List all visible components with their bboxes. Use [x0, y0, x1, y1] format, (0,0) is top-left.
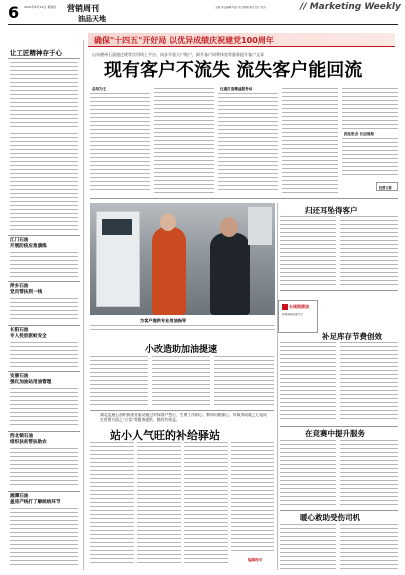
customer-head — [220, 217, 238, 237]
body-text — [137, 442, 181, 566]
date-line: 2021年8月19日 星期四 — [24, 5, 57, 9]
body-text — [10, 448, 78, 488]
body-text — [10, 133, 78, 233]
masthead-rule — [8, 24, 398, 25]
divider — [8, 431, 80, 432]
main-body — [90, 86, 398, 196]
photo-caption: 为客户提供专业用油指导 — [140, 318, 187, 323]
product-logo-sub: 润滑油新品推介会 — [282, 313, 303, 316]
photo — [90, 203, 275, 315]
main-subhead: 注重打造精益服务站 — [220, 87, 253, 91]
divider — [8, 58, 80, 59]
body-text — [340, 342, 398, 422]
paper-name: 营销周刊 — [67, 4, 99, 13]
page-number: 6 — [8, 3, 20, 22]
left-column-header: 让工匠精神存于心 — [10, 49, 62, 57]
divider — [8, 235, 80, 236]
right-headline: 归还耳坠得客户 — [305, 206, 358, 215]
main-subhead: 总结为王 — [92, 87, 107, 91]
body-text — [184, 442, 228, 566]
body-text — [231, 442, 274, 554]
center-headline-b: 站小人气旺的补给驿站 — [110, 429, 220, 442]
right-headline: 在竞赛中提升服务 — [305, 429, 365, 438]
body-text — [280, 216, 336, 286]
divider — [90, 198, 398, 199]
left-item-title: 长阳石油 专人投放驱蚊安全 — [10, 328, 47, 339]
body-text — [10, 508, 78, 566]
left-column — [8, 40, 80, 570]
body-text — [90, 325, 275, 333]
main-headline: 现有客户不流失 流失客户能回流 — [104, 60, 363, 81]
right-headline: 补足库存节费创效 — [322, 332, 382, 341]
left-item-title: 安康石油 强化加油站用油管理 — [10, 374, 52, 385]
body-text — [90, 356, 148, 408]
divider — [8, 371, 80, 372]
left-item-title: 湘潭石油 盖房产线打了解统统环节 — [10, 494, 61, 505]
body-text — [214, 356, 274, 408]
right-headline: 暖心救助受伤司机 — [300, 513, 360, 522]
divider — [280, 290, 398, 291]
divider — [90, 410, 274, 411]
center-headline-a: 小改造助加油提速 — [145, 345, 218, 355]
fuel-pump-display — [102, 219, 132, 235]
side-note-text: 经营文章 — [379, 186, 392, 190]
banner — [88, 33, 395, 47]
body-text — [90, 93, 150, 193]
body-text — [342, 88, 398, 130]
left-item-title: 萍乡石油 党员帮扶到一线 — [10, 284, 43, 295]
main-kicker: 山东德州石油通过规等法用线上平台，同步开放大户数户，揭升客户同费体验等服务提升客户文章 — [92, 52, 264, 57]
worker-figure — [152, 227, 186, 315]
body-text — [10, 342, 78, 368]
side-note — [376, 182, 398, 191]
contact-line: 主编 责任编辑 电话 电子邮箱 版式设计 校对 — [215, 6, 266, 9]
body-text — [340, 216, 398, 286]
body-text — [10, 252, 78, 278]
divider — [280, 426, 398, 427]
body-text — [154, 88, 214, 193]
divider — [8, 325, 80, 326]
body-text — [282, 88, 338, 193]
column-divider — [277, 203, 278, 570]
divider — [280, 510, 398, 511]
body-text — [280, 440, 336, 506]
body-text — [10, 62, 78, 130]
product-logo-mark — [282, 304, 288, 310]
left-item-title: 西北销石油 组织扶贫帮扶助农 — [10, 434, 47, 445]
body-text — [280, 342, 336, 422]
body-text — [342, 138, 398, 178]
section-name: 油品天地 — [78, 15, 106, 23]
banner-text: 确保"十四五"开好局 以优异成绩庆祝建党100周年 — [94, 36, 274, 45]
body-text — [340, 524, 398, 570]
body-text — [152, 356, 210, 408]
body-text — [10, 298, 78, 322]
brand-name: // Marketing Weekly — [300, 2, 401, 12]
body-text — [218, 93, 278, 193]
body-text — [10, 388, 78, 428]
product-ad — [278, 300, 318, 333]
column-divider — [83, 40, 84, 570]
body-text — [280, 524, 336, 570]
worker-head — [160, 213, 176, 231]
divider — [8, 491, 80, 492]
bottom-note: 编辑校对 — [248, 558, 263, 562]
body-text — [90, 442, 134, 566]
price-board — [248, 207, 272, 245]
product-logo-text: 长城润滑油 — [289, 304, 309, 309]
left-item-title: 江门石油 开展防疫应急演练 — [10, 238, 47, 249]
divider — [8, 281, 80, 282]
center-subhead-b: 湖北直通石油积极创业驱动通过对保客户想心，生理工作细心、教诲问题暴心，所取得成就之心是成在营销方面之"立信"等服务提供，都的有效益。 — [100, 413, 268, 422]
masthead — [0, 0, 405, 28]
customer-figure — [210, 233, 250, 315]
main-subhead: 抓住机会 长远规划 — [344, 132, 375, 136]
body-text — [340, 440, 398, 506]
